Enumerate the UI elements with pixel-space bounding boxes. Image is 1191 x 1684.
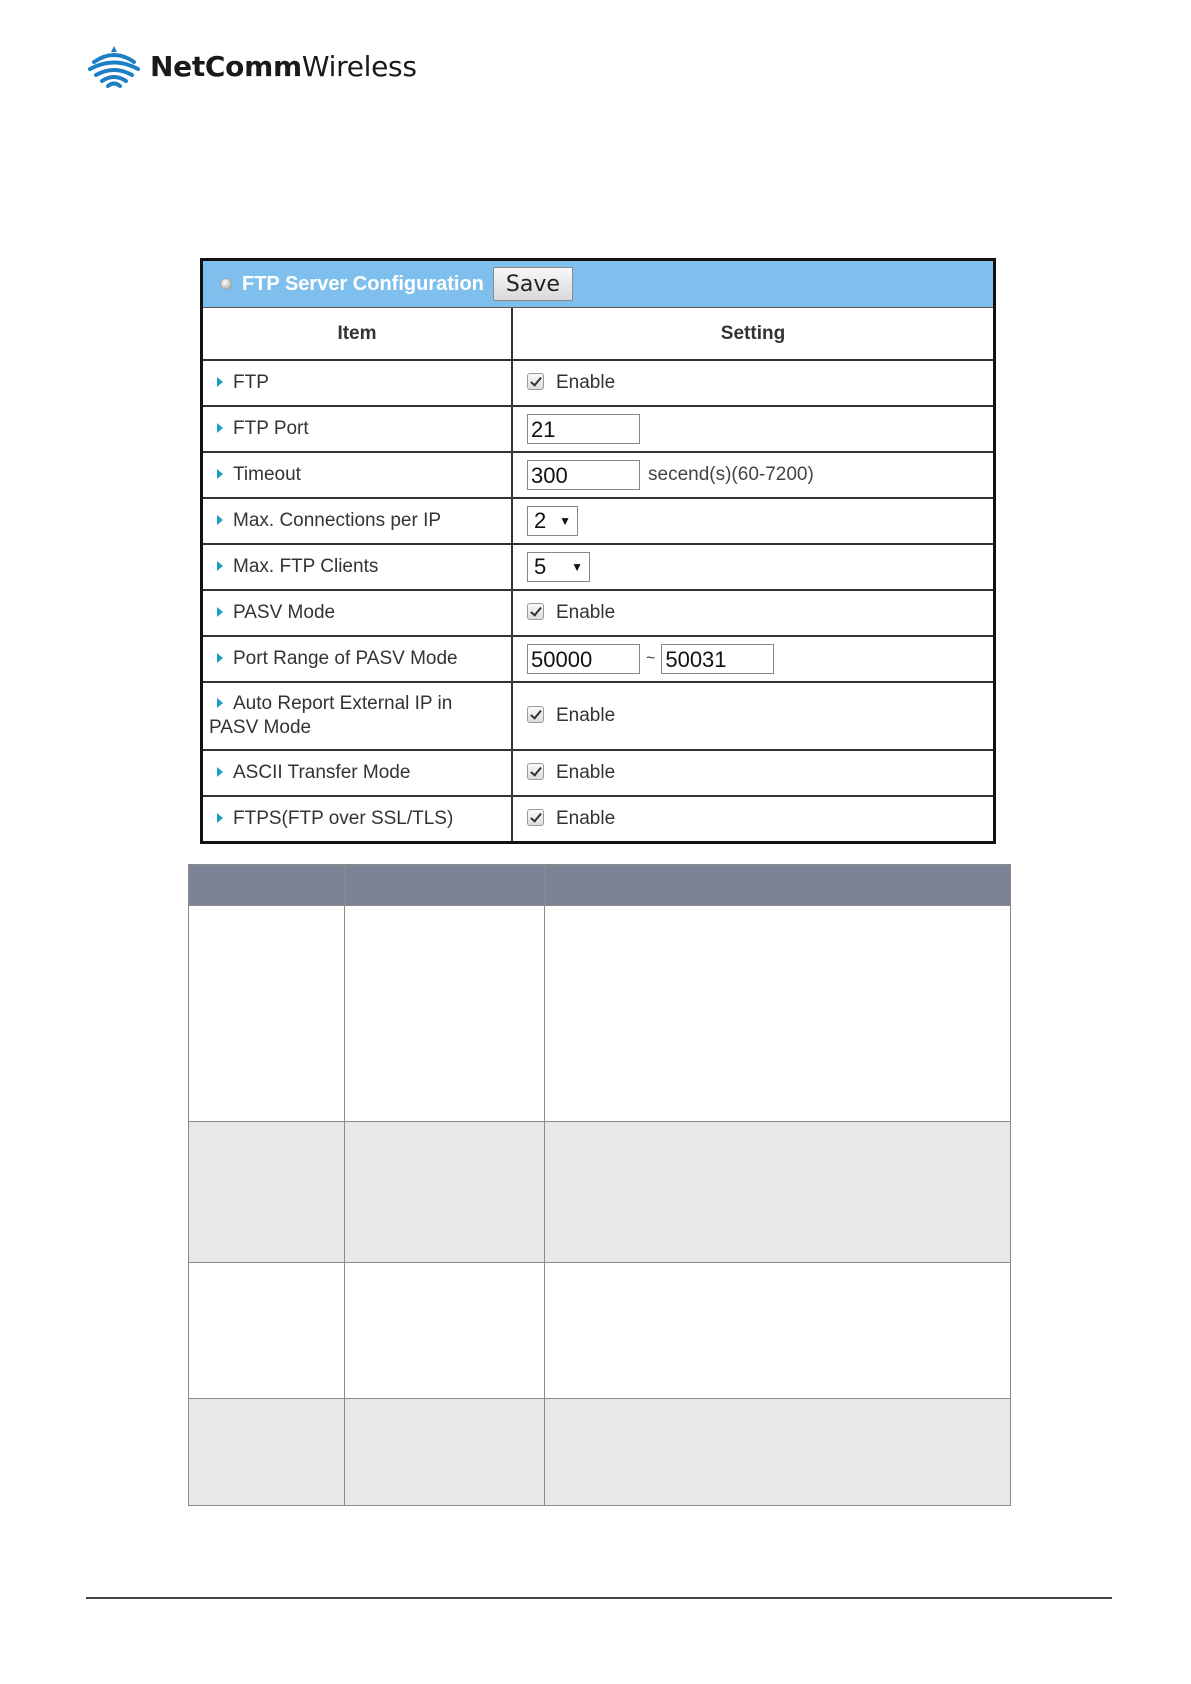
timeout-label: Timeout	[233, 464, 301, 485]
ftp-enable-checkbox[interactable]	[527, 373, 544, 390]
table-row	[203, 360, 993, 406]
ascii-label: ASCII Transfer Mode	[233, 762, 411, 783]
enable-label: Enable	[556, 705, 616, 726]
panel-header	[203, 261, 993, 308]
ftps-label: FTPS(FTP over SSL/TLS)	[233, 808, 454, 829]
logo-brand-light: Wireless	[301, 49, 417, 83]
netcomm-logo	[88, 44, 417, 88]
table-row	[203, 796, 993, 841]
max-conn-select[interactable]	[527, 506, 578, 536]
row-setting	[512, 498, 993, 544]
row-label	[203, 750, 512, 796]
doc-cell	[545, 1399, 1011, 1506]
timeout-input[interactable]: 300	[527, 460, 640, 490]
ftp-label: FTP	[233, 372, 269, 393]
max-conn-label: Max. Connections per IP	[233, 510, 442, 531]
doc-cell	[545, 1263, 1011, 1399]
config-table	[203, 308, 993, 841]
enable-label: Enable	[556, 602, 616, 623]
doc-cell	[189, 1263, 345, 1399]
auto-report-enable-checkbox[interactable]	[527, 706, 544, 723]
table-row	[189, 1263, 1011, 1399]
triangle-icon	[217, 561, 223, 571]
description-table	[188, 864, 1011, 1506]
auto-report-label-line1: Auto Report External IP in	[233, 693, 453, 714]
row-setting	[512, 406, 993, 452]
table-row	[203, 406, 993, 452]
enable-label: Enable	[556, 762, 616, 783]
doc-table-header	[189, 865, 1011, 906]
dropdown-arrow-icon: ▼	[571, 560, 583, 574]
range-separator: ~	[646, 650, 656, 667]
row-setting	[512, 796, 993, 841]
panel-title: FTP Server Configuration	[242, 272, 484, 295]
doc-cell	[545, 906, 1011, 1122]
triangle-icon	[217, 813, 223, 823]
row-setting	[512, 360, 993, 406]
ftps-enable-checkbox[interactable]	[527, 809, 544, 826]
row-label	[203, 636, 512, 682]
triangle-icon	[217, 423, 223, 433]
pasv-range-from-input[interactable]: 50000	[527, 644, 640, 674]
row-label	[203, 682, 512, 750]
logo-wordmark	[150, 50, 417, 83]
table-row	[203, 750, 993, 796]
save-button[interactable]: Save	[493, 267, 573, 301]
triangle-icon	[217, 698, 223, 708]
row-label	[203, 498, 512, 544]
footer-divider	[86, 1597, 1112, 1599]
doc-cell	[189, 1399, 345, 1506]
table-row	[189, 906, 1011, 1122]
table-row	[203, 636, 993, 682]
table-row	[189, 1399, 1011, 1506]
triangle-icon	[217, 515, 223, 525]
max-clients-value: 5	[534, 554, 547, 579]
enable-label: Enable	[556, 372, 616, 393]
table-row	[203, 682, 993, 750]
ftp-config-panel	[200, 258, 996, 844]
triangle-icon	[217, 377, 223, 387]
table-row	[203, 544, 993, 590]
row-setting	[512, 636, 993, 682]
row-setting	[512, 452, 993, 498]
row-label	[203, 544, 512, 590]
doc-header-cell	[189, 865, 345, 906]
table-row	[203, 452, 993, 498]
triangle-icon	[217, 469, 223, 479]
enable-label: Enable	[556, 808, 616, 829]
max-clients-label: Max. FTP Clients	[233, 556, 379, 577]
auto-report-label-line2: PASV Mode	[209, 717, 312, 738]
pasv-range-label: Port Range of PASV Mode	[233, 648, 458, 669]
row-setting	[512, 544, 993, 590]
col-setting-header: Setting	[720, 322, 786, 344]
pasv-label: PASV Mode	[233, 602, 336, 623]
pasv-range-to-input[interactable]: 50031	[661, 644, 774, 674]
table-row	[203, 498, 993, 544]
row-setting	[512, 682, 993, 750]
doc-cell	[345, 906, 545, 1122]
table-row	[203, 590, 993, 636]
triangle-icon	[217, 767, 223, 777]
doc-cell	[345, 1399, 545, 1506]
doc-cell	[189, 1122, 345, 1263]
doc-cell	[189, 906, 345, 1122]
row-label	[203, 360, 512, 406]
row-label	[203, 796, 512, 841]
row-label	[203, 590, 512, 636]
row-setting	[512, 590, 993, 636]
table-header-row	[203, 308, 993, 360]
row-label	[203, 452, 512, 498]
table-row	[189, 1122, 1011, 1263]
dropdown-arrow-icon: ▼	[559, 514, 571, 528]
wifi-logo-icon	[88, 44, 140, 88]
col-item-header: Item	[203, 308, 512, 360]
triangle-icon	[217, 653, 223, 663]
row-label	[203, 406, 512, 452]
ascii-enable-checkbox[interactable]	[527, 763, 544, 780]
row-setting	[512, 750, 993, 796]
bullet-icon	[220, 278, 232, 290]
ftp-port-input[interactable]: 21	[527, 414, 640, 444]
doc-cell	[345, 1263, 545, 1399]
ftp-port-label: FTP Port	[233, 418, 309, 439]
max-clients-select[interactable]	[527, 552, 590, 582]
max-conn-value: 2	[534, 508, 547, 533]
doc-cell	[345, 1122, 545, 1263]
triangle-icon	[217, 607, 223, 617]
pasv-enable-checkbox[interactable]	[527, 603, 544, 620]
doc-header-cell	[345, 865, 545, 906]
timeout-unit: secend(s)(60-7200)	[648, 464, 814, 485]
doc-header-cell	[545, 865, 1011, 906]
doc-cell	[545, 1122, 1011, 1263]
logo-brand-bold: NetComm	[150, 49, 302, 83]
